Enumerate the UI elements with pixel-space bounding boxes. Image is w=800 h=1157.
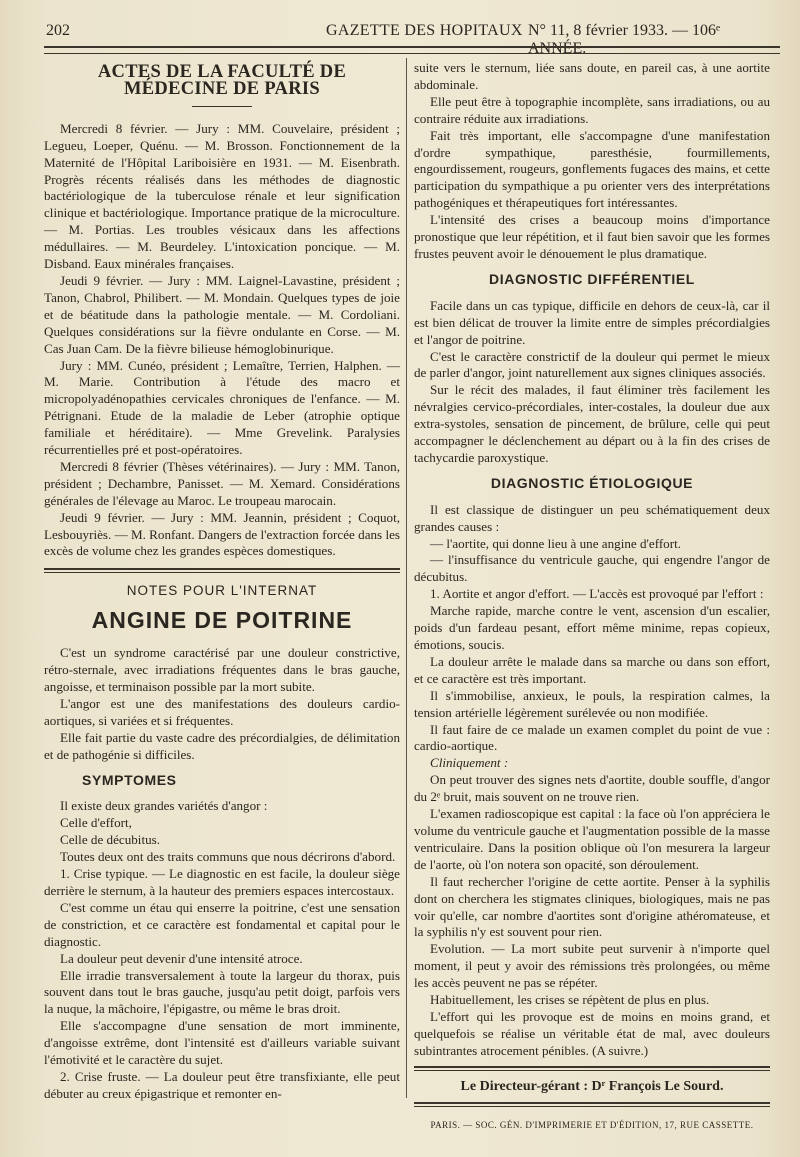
section-rule — [44, 568, 400, 573]
actes-paragraph: Jeudi 9 février. — Jury : MM. Laignel-Lavastine, président ; Tanon, Chabrol, Philibert. — M. Mondain. Quelques types de joie et de béatitude dans la pathologie mentale. — M. Cordoliani. Quelques considérations sur la fièvre ondulante en Corse. — M. Cas Juan Cam. De la fièvre bilieuse hémoglobinurique. — [44, 272, 400, 356]
diagnostic-etiologique-paragraph: Il faut rechercher l'origine de cette aortite. Penser à la syphilis dont on cherchera les stigmates cliniques, biologiques, mais ne pas voir qu'elle, car nombre d'aortites sont d'origine athéromateuse, et la syphilis n'y est souvent pour rien. — [414, 873, 770, 940]
diagnostic-differentiel-paragraph: Facile dans un cas typique, difficile en dehors de ceux-là, car il est bien délicat de trouver la limite entre de simples précordialgies et l'angor de poitrine. — [414, 297, 770, 347]
symptomes-paragraph: Elle s'accompagne d'une sensation de mort imminente, d'angoisse extrême, dont l'intensité est d'ailleurs variable suivant l'émotivité et le caractère du sujet. — [44, 1018, 400, 1068]
diagnostic-etiologique-paragraph: Cliniquement : — [430, 755, 509, 771]
printer-line: PARIS. — SOC. GÉN. D'IMPRIMERIE ET D'ÉDITION, 17, RUE CASSETTE. — [430, 1119, 754, 1130]
diagnostic-etiologique-paragraph: — l'insuffisance du ventricule gauche, qui engendre l'angor de décubitus. — [414, 552, 770, 585]
continuation-paragraph: Elle peut être à topographie incomplète, sans irradiations, ou au contraire réduite aux irradiations. — [414, 93, 770, 126]
diagnostic-etiologique-paragraph: Il s'immobilise, anxieux, le pouls, la respiration calmes, la tension artérielle légèrement surélevée ou non modifiée. — [414, 687, 770, 720]
diagnostic-etiologique-paragraph: Il est classique de distinguer un peu schématiquement deux grandes causes : — [414, 501, 770, 534]
diagnostic-etiologique-title: DIAGNOSTIC ÉTIOLOGIQUE — [490, 474, 694, 491]
actes-paragraph: Mercredi 8 février. — Jury : MM. Couvelaire, président ; Legueu, Loeper, Quénu. — M. Brosson. Fonctionnement de la Maternité de l'Hôpital Lariboisière en 1931. — M. Eisenbrath. Progrès récents réalisés dans les méthodes de diagnostic bactériologique de la tuberculose rénale et leur signification clinique et bactériologique. Importance pratique de la microculture. — M. Portias. Les troubles vésicaux dans les affections médullaires. — M. Beurdeley. L'intoxication poncique. — M. Disband. Eaux minérales françaises. — [44, 120, 400, 272]
diagnostic-etiologique-paragraph: Habituellement, les crises se répètent de plus en plus. — [430, 992, 710, 1008]
angine-title: ANGINE DE POITRINE — [91, 607, 353, 634]
diagnostic-differentiel-title: DIAGNOSTIC DIFFÉRENTIEL — [489, 270, 695, 287]
diagnostic-etiologique-paragraph: L'examen radioscopique est capital : la face où l'on appréciera le volume du ventricule gauche et l'augmentation possible de la masse ventriculaire. Dans la position oblique où l'on mesurera la largeur de l'aorte, où l'on notera son opacité, son déroulement. — [414, 806, 770, 872]
actes-title: ACTES DE LA FACULTÉ DE MÉDECINE DE PARIS — [97, 62, 347, 99]
journal-title: GAZETTE DES HOPITAUX — [326, 22, 523, 39]
page-header — [40, 22, 780, 57]
left-column — [44, 60, 400, 1103]
symptomes-paragraph: Celle d'effort, — [60, 815, 132, 831]
actes-paragraph: Mercredi 8 février (Thèses vétérinaires). — Jury : MM. Tanon, président ; Dechambre, Panisset. — M. Xemard. Considérations générales de l'élevage au Maroc. Le troupeau marocain. — [44, 458, 400, 508]
right-column — [414, 60, 770, 1133]
notes-title: NOTES POUR L'INTERNAT — [126, 583, 318, 599]
continuation-paragraph: Fait très important, elle s'accompagne d'une manifestation d'ordre sympathique, paresthésie, fourmillements, engourdissement, rougeurs, gonflements fugaces des mains, et cette participation du sympathique a pu orienter vers des interprétations pathogéniques et thérapeutiques fort intéressantes. — [414, 127, 770, 211]
symptomes-title: SYMPTOMES — [82, 771, 177, 788]
diagnostic-differentiel-paragraph: Sur le récit des malades, il faut éliminer très facilement les névralgies cervico-précordiales, inter-costales, la douleur due aux extra-systoles, sensation de pincement, de brûlure, celle qui peut accompagner le déclenchement au départ ou à la fin des crises de tachycardie paroxystique. — [414, 382, 770, 465]
actes-paragraph: Jury : MM. Cunéo, président ; Lemaître, Terrien, Halphen. — M. Marie. Contribution à l'étude des macro et micropolyadénopathies cervicales chroniques de l'enfance. — M. Pétrignani. Etude de la maladie de Leber (atrophie optique familiale et héréditaire). — Mme Grevelink. Paralysies récurrentielles pré et post-opératoires. — [44, 357, 400, 458]
director-signature: Le Directeur-gérant : Dʳ François Le Sourd. — [460, 1078, 724, 1094]
symptomes-paragraph: 2. Crise fruste. — La douleur peut être transfixiante, elle peut débuter au creux épigastrique et remonter en- — [44, 1068, 400, 1101]
symptomes-paragraph: Il existe deux grandes variétés d'angor : — [60, 798, 268, 814]
issue-info: N° 11, 8 février 1933. — 106ᵉ ANNÉE. — [528, 22, 721, 57]
continuation-paragraph: L'intensité des crises a beaucoup moins d'importance pronostique que leur répétition, et il faut bien savoir que les formes frustes peuvent avoir le dénouement le plus dramatique. — [414, 212, 770, 261]
diagnostic-differentiel-paragraph: C'est le caractère constrictif de la douleur qui permet le mieux de parler d'angor, joint naturellement aux signes cliniques associés. — [414, 348, 770, 381]
footer-rule — [414, 1066, 770, 1071]
symptomes-paragraph: Elle irradie transversalement à toute la largeur du thorax, puis souvent dans tout le bras gauche, jusqu'au petit doigt, parfois vers la nuque, la mâchoire, l'épigastre, ou même le bras droit. — [44, 967, 400, 1017]
intro-paragraph: Elle fait partie du vaste cadre des précordialgies, de délimitation et de pathogénie si difficiles. — [44, 729, 400, 762]
diagnostic-etiologique-paragraph: 1. Aortite et angor d'effort. — L'accès est provoqué par l'effort : — [430, 586, 764, 602]
symptomes-paragraph: C'est comme un étau qui enserre la poitrine, c'est une sensation de constriction, et ce caractère est fondamental et capital pour le diagnostic. — [44, 899, 400, 949]
diagnostic-etiologique-paragraph: On peut trouver des signes nets d'aortite, double souffle, d'angor du 2ᵉ bruit, mais souvent on ne trouve rien. — [414, 772, 770, 805]
symptomes-paragraph: Celle de décubitus. — [60, 832, 160, 848]
footer-rule — [414, 1102, 770, 1107]
diagnostic-etiologique-paragraph: — l'aortite, qui donne lieu à une angine d'effort. — [430, 535, 681, 551]
intro-paragraph: C'est un syndrome caractérisé par une douleur constrictive, rétro-sternale, avec irradiations fréquentes dans le bras gauche, angoisse, et terminaison possible par la mort subite. — [44, 645, 400, 694]
continuation-paragraph: suite vers le sternum, liée sans doute, en pareil cas, à une aortite abdominale. — [414, 60, 770, 92]
intro-paragraph: L'angor est une des manifestations des douleurs cardio-aortiques, si variées et si fréquentes. — [44, 695, 400, 728]
diagnostic-etiologique-paragraph: Evolution. — La mort subite peut survenir à n'importe quel moment, il peut y avoir des rémissions très prolongées, ou même les accès peuvent ne pas se répéter. — [414, 941, 770, 991]
page-number: 202 — [46, 22, 70, 39]
symptomes-paragraph: 1. Crise typique. — Le diagnostic en est facile, la douleur siège derrière le sternum, à la hauteur des premiers espaces intercostaux. — [44, 866, 400, 898]
actes-paragraph: Jeudi 9 février. — Jury : MM. Jeannin, président ; Coquot, Lesbouyriès. — M. Ronfant. Dangers de l'extraction forcée dans les excès de volume chez les grandes espèces domestiques. — [44, 509, 400, 559]
header-rule — [44, 46, 780, 54]
symptomes-paragraph: La douleur peut devenir d'une intensité atroce. — [60, 950, 303, 966]
column-divider — [406, 58, 407, 1098]
symptomes-paragraph: Toutes deux ont des traits communs que nous décrirons d'abord. — [60, 849, 396, 865]
diagnostic-etiologique-paragraph: L'effort qui les provoque est de moins en moins grand, et quelquefois se réalise un véritable état de mal, avec douleurs subintrantes atrocement pénibles. (A suivre.) — [414, 1008, 770, 1058]
diagnostic-etiologique-paragraph: Il faut faire de ce malade un examen complet du point de vue : cardio-aortique. — [414, 721, 770, 754]
diagnostic-etiologique-paragraph: La douleur arrête le malade dans sa marche ou dans son effort, et ce caractère est très important. — [414, 653, 770, 686]
diagnostic-etiologique-paragraph: Marche rapide, marche contre le vent, ascension d'un escalier, poids d'un fardeau pesant, effort même minime, repas copieux, émotions, soucis. — [414, 603, 770, 652]
title-rule — [192, 106, 252, 107]
